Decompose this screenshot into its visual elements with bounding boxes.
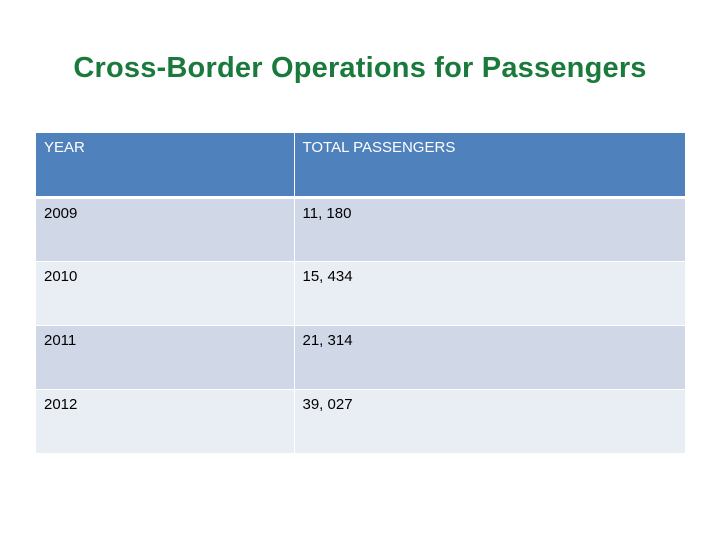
table-row	[36, 389, 685, 453]
cell-year: 2011	[36, 325, 294, 389]
table-row	[36, 197, 685, 261]
passengers-table	[36, 133, 685, 454]
slide-title: Cross-Border Operations for Passengers	[73, 52, 647, 84]
table-header-row	[36, 133, 685, 197]
table-row	[36, 325, 685, 389]
cell-passengers: 39, 027	[294, 389, 685, 453]
cell-year: 2009	[36, 197, 294, 261]
cell-passengers: 11, 180	[294, 197, 685, 261]
cell-passengers: 15, 434	[294, 261, 685, 325]
cell-year: 2010	[36, 261, 294, 325]
cell-passengers: 21, 314	[294, 325, 685, 389]
table-row	[36, 261, 685, 325]
header-total-passengers: TOTAL PASSENGERS	[294, 133, 685, 197]
cell-year: 2012	[36, 389, 294, 453]
header-year: YEAR	[36, 133, 294, 197]
